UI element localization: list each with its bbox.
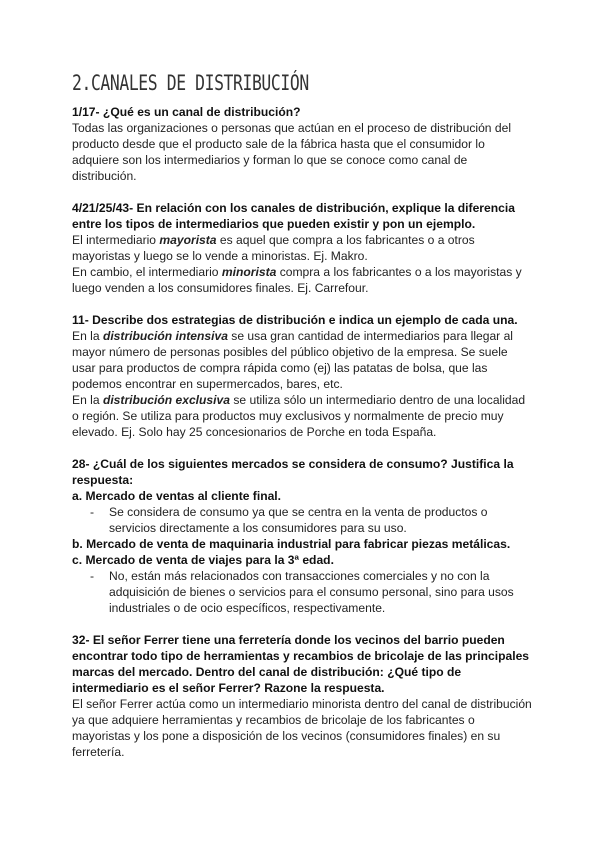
section-q4 <box>72 200 532 296</box>
term-minorista: minorista <box>221 265 277 279</box>
answer-text: Todas las organizaciones o personas que actúan en el proceso de distribución del producto desde que el producto sale de la fábrica hasta que el consumidor lo adquiere son los intermediarios y forman lo que se conoce como canal de distribución. <box>72 121 512 183</box>
list-item: - No, están más relacionados con transacciones comerciales y no con la adquisición de bienes o servicios para el consumo personal, sino para usos industriales o de ocio específicos, respectivamente. <box>72 568 532 616</box>
text-run: es aquel que compra a los fabricantes o a otros mayoristas y luego se lo vende a minoristas. Ej. Makro. <box>72 233 475 263</box>
section-q1 <box>72 104 532 184</box>
option-bc-notes <box>72 568 532 616</box>
section-q28 <box>72 456 532 616</box>
text-run: compra a los fabricantes o a los mayoristas y luego venden a los consumidores finales. Ej. Carrefour. <box>72 265 522 295</box>
text-run: se utiliza sólo un intermediario dentro de una localidad o región. Se utiliza para productos muy exclusivos y normalmente de precio muy elevado. Ej. Solo hay 25 concesionarios de Porche en toda España. <box>72 393 526 439</box>
text-run: En la <box>72 393 103 407</box>
answer-paragraph <box>72 232 532 264</box>
option-b: b. Mercado de venta de maquinaria industrial para fabricar piezas metálicas. <box>72 537 511 551</box>
section-q32 <box>72 632 532 760</box>
option-a-notes <box>72 504 532 536</box>
term-mayorista: mayorista <box>159 233 217 247</box>
answer-text: El señor Ferrer actúa como un intermediario minorista dentro del canal de distribución ya que adquiere herramientas y recambios de bricolaje de los fabricantes o mayoristas y los pone a disposición de los vecinos (consumidores finales) en su ferretería. <box>72 697 532 759</box>
list-item: - Se considera de consumo ya que se centra en la venta de productos o servicios directamente a los consumidores para su uso. <box>72 504 532 536</box>
question-text: 32- El señor Ferrer tiene una ferretería donde los vecinos del barrio pueden encontrar todo tipo de herramientas y recambios de bricolaje de las principales marcas del mercado. Dentro del canal de distribución: ¿Qué tipo de intermediario es el señor Ferrer? Razone la respuesta. <box>72 633 530 695</box>
question-text: 28- ¿Cuál de los siguientes mercados se considera de consumo? Justifica la respuesta: <box>72 457 514 487</box>
option-c: c. Mercado de venta de viajes para la 3ª edad. <box>72 553 334 567</box>
question-text: 11- Describe dos estrategias de distribución e indica un ejemplo de cada una. <box>72 313 518 327</box>
answer-paragraph <box>72 264 532 296</box>
text-run: El intermediario <box>72 233 160 247</box>
answer-paragraph <box>72 392 532 440</box>
question-text: 1/17- ¿Qué es un canal de distribución? <box>72 105 301 119</box>
page-title: 2.CANALES DE DISTRIBUCIÓN <box>72 71 309 95</box>
term-intensiva: distribución intensiva <box>102 329 228 343</box>
option-a: a. Mercado de ventas al cliente final. <box>72 489 282 503</box>
answer-paragraph <box>72 328 532 392</box>
question-text: 4/21/25/43- En relación con los canales de distribución, explique la diferencia entre los tipos de intermediarios que pueden existir y pon un ejemplo. <box>72 201 515 231</box>
text-run: En la <box>72 329 103 343</box>
section-q11 <box>72 312 532 440</box>
document-page <box>72 70 532 776</box>
term-exclusiva: distribución exclusiva <box>102 393 230 407</box>
text-run: En cambio, el intermediario <box>72 265 222 279</box>
text-run: se usa gran cantidad de intermediarios para llegar al mayor número de personas posibles del público objetivo de la empresa. Se suele usar para productos de compra rápida como (ej) las patatas de bolsa, que las podemos encontrar en supermercados, bares, etc. <box>72 329 513 391</box>
